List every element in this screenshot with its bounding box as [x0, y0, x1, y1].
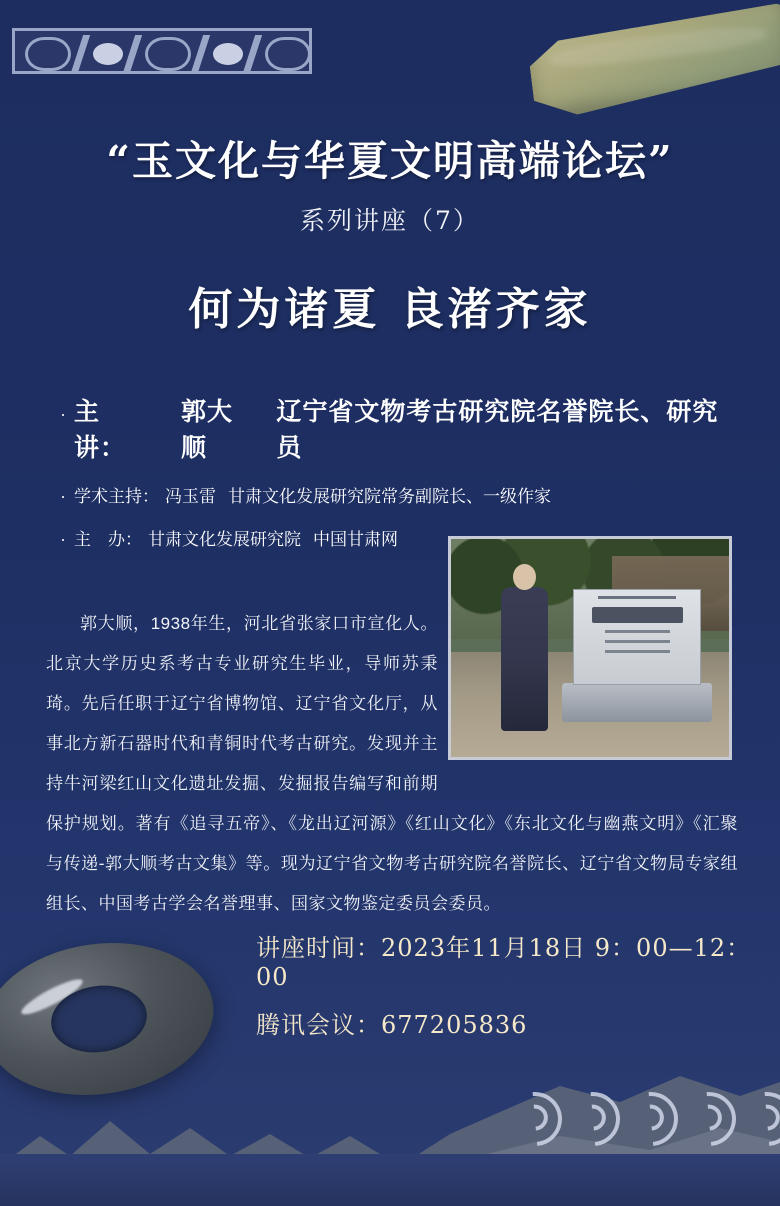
spiral-wave-icon — [497, 1090, 573, 1152]
credit-org-organizer: 中国甘肃网 — [313, 530, 398, 549]
credit-name-host: 冯玉雷 — [165, 487, 216, 506]
ornament-ellipse-icon — [265, 37, 311, 71]
credit-row-speaker — [60, 392, 740, 464]
credit-row-host — [60, 482, 740, 507]
credit-label-host: 学术主持： — [74, 487, 159, 506]
photo-text-wrap-spacer — [438, 604, 738, 780]
ornament-band-inner — [15, 31, 309, 71]
ornament-ellipse-icon — [145, 37, 191, 71]
credit-label-speaker: 主 讲： — [74, 398, 127, 462]
ornament-ellipse-icon — [25, 37, 71, 71]
bullet-icon: · — [60, 486, 66, 506]
credit-label-organizer: 主 办： — [74, 530, 142, 549]
biography-paragraph: 郭大顺，1938年生，河北省张家口市宣化人。北京大学历史系考古专业研究生毕业，导师苏秉琦。先后任职于辽宁省博物馆、辽宁省文化厅，从事北方新石器时代和青铜时代考古研究。发现并主持牛河梁红山文化遗址发掘、发掘报告编写和前期保护规划。著有《追寻五帝》、《龙出辽河源》《红山文化》《东北文化与幽燕文明》《汇聚与传递-郭大顺考古文集》等。现为辽宁省文物考古研究院名誉院长、辽宁省文物局专家组组长、中国考古学会名誉理事、国家文物鉴定委员会委员。 — [46, 614, 738, 913]
title-block — [0, 128, 780, 337]
stele-top-line — [598, 596, 676, 599]
bullet-icon: · — [60, 529, 66, 549]
credit-org-speaker: 辽宁省文物考古研究院名誉院长、研究员 — [276, 398, 719, 462]
ornament-bar-icon — [71, 35, 90, 73]
bottom-bar — [0, 1154, 780, 1206]
ornament-bar-icon — [243, 35, 262, 73]
lecture-time: 讲座时间：2023年11月18日 9：00—12：00 — [256, 934, 752, 991]
ornament-bar-icon — [191, 35, 210, 73]
credit-org-host: 甘肃文化发展研究院常务副院长、一级作家 — [228, 487, 551, 506]
spiral-wave-icon — [671, 1090, 747, 1152]
credit-name-organizer: 甘肃文化发展研究院 — [148, 530, 301, 549]
jade-ring-highlight — [18, 974, 86, 1020]
spiral-wave-icon — [555, 1090, 631, 1152]
bullet-icon: · — [60, 404, 66, 424]
wave-ornament-band — [0, 1090, 780, 1152]
spiral-wave-icon — [613, 1090, 689, 1152]
ornament-dot-icon — [93, 43, 123, 65]
page-title: 何为诸夏 良渚齐家 — [188, 284, 592, 335]
spiral-wave-icon — [729, 1090, 780, 1152]
ornament-band-top-left — [12, 28, 312, 74]
jade-blade-artifact-image — [526, 2, 780, 119]
series-title: “玉文化与华夏文明高端论坛” — [106, 137, 674, 185]
ornament-dot-icon — [213, 43, 243, 65]
credit-name-speaker: 郭大顺 — [181, 398, 234, 462]
series-subtitle: 系列讲座（7） — [300, 206, 480, 235]
meeting-id: 腾讯会议：677205836 — [256, 1011, 528, 1039]
ornament-bar-icon — [123, 35, 142, 73]
speaker-biography — [46, 604, 738, 924]
